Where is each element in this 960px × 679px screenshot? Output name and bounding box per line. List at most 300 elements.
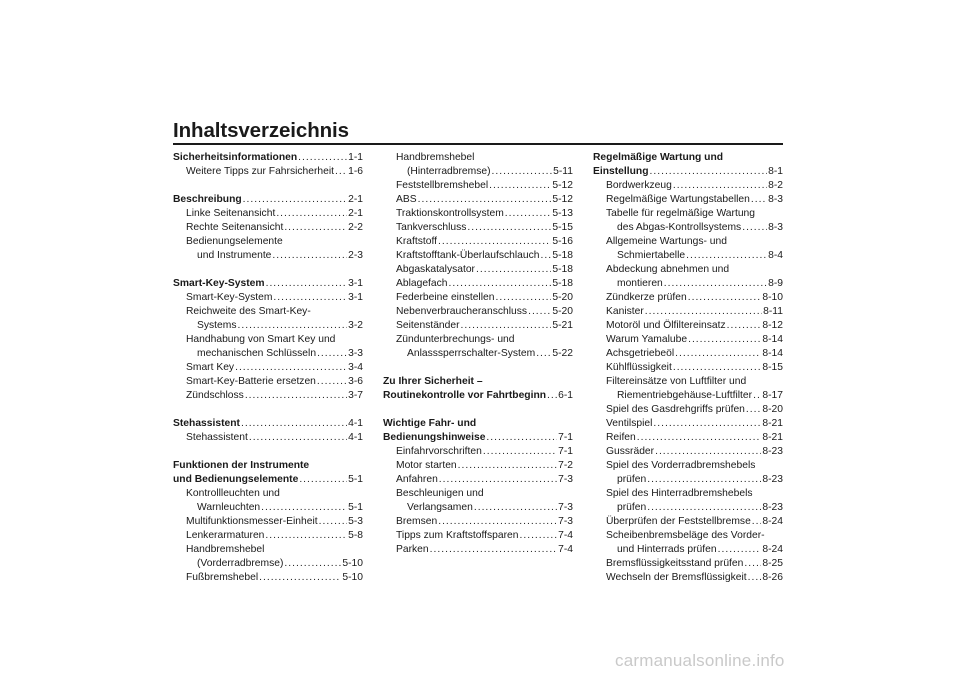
toc-page-number: 3-1 — [348, 278, 363, 289]
toc-leader-dots — [540, 249, 551, 263]
toc-chapter-entry[interactable] — [383, 389, 573, 403]
toc-leader-dots — [653, 417, 761, 431]
toc-page-number: 8-23 — [762, 446, 783, 457]
toc-entry[interactable] — [593, 347, 783, 361]
toc-entry-title: Einstellung — [593, 166, 649, 177]
toc-entry[interactable] — [593, 445, 783, 459]
toc-entry-title: Regelmäßige Wartungstabellen — [606, 194, 750, 205]
toc-entry[interactable] — [383, 235, 573, 249]
toc-page-number: 5-18 — [552, 264, 573, 275]
toc-leader-dots — [467, 221, 551, 235]
toc-entry[interactable] — [173, 375, 363, 389]
toc-entry[interactable] — [173, 529, 363, 543]
toc-leader-dots — [536, 347, 551, 361]
toc-entry-title: montieren — [617, 278, 663, 289]
toc-page-number: 5-20 — [552, 292, 573, 303]
toc-page-number: 8-12 — [762, 320, 783, 331]
toc-leader-dots — [335, 165, 347, 179]
toc-entry-title: Überprüfen der Feststellbremse — [606, 516, 751, 527]
toc-page-number: 8-4 — [768, 250, 783, 261]
toc-entry-title: (Hinterradbremse) — [407, 166, 491, 177]
toc-leader-dots — [317, 375, 347, 389]
toc-entry-title: Sicherheitsinformationen — [173, 152, 298, 163]
toc-leader-dots — [673, 361, 762, 375]
toc-leader-dots — [744, 557, 761, 571]
toc-leader-dots — [243, 193, 347, 207]
toc-page-number: 7-3 — [558, 502, 573, 513]
toc-entry-title: Feststellbremshebel — [396, 180, 489, 191]
toc-entry[interactable] — [383, 333, 573, 347]
toc-entry-title: Spiel des Gasdrehgriffs prüfen — [606, 404, 745, 415]
toc-page-number: 8-11 — [763, 306, 783, 317]
toc-entry-title: prüfen — [617, 502, 647, 513]
toc-entry-title: Kontrollleuchten und — [186, 488, 280, 499]
toc-entry[interactable] — [383, 347, 573, 361]
toc-entry[interactable] — [593, 179, 783, 193]
toc-entry[interactable] — [173, 571, 363, 585]
toc-entry-title: Kraftstoff — [396, 236, 438, 247]
toc-entry[interactable] — [593, 305, 783, 319]
toc-page-number: 8-14 — [762, 348, 783, 359]
toc-entry[interactable] — [593, 515, 783, 529]
toc-entry-title: Riementriebgehäuse-Luftfilter — [617, 390, 753, 401]
toc-entry[interactable] — [383, 319, 573, 333]
toc-entry-title: Motoröl und Ölfiltereinsatz — [606, 320, 726, 331]
toc-entry-title: Routinekontrolle vor Fahrtbeginn — [383, 390, 547, 401]
toc-entry[interactable] — [383, 529, 573, 543]
toc-entry[interactable] — [383, 151, 573, 165]
toc-entry[interactable] — [173, 431, 363, 445]
toc-leader-dots — [727, 319, 762, 333]
toc-entry-title: Rechte Seitenansicht — [186, 222, 284, 233]
toc-entry-title: Motor starten — [396, 460, 457, 471]
toc-entry-title: Bedienungshinweise — [383, 432, 486, 443]
toc-entry-title: Bordwerkzeug — [606, 180, 672, 191]
toc-entry-title: Spiel des Vorderradbremshebels — [606, 460, 756, 471]
toc-leader-dots — [449, 277, 552, 291]
toc-page-number: 5-20 — [552, 306, 573, 317]
toc-entry-title: Stehassistent — [186, 432, 248, 443]
toc-entry-title: Handhabung von Smart Key und — [186, 334, 336, 345]
toc-entry-title: (Vorderradbremse) — [197, 558, 284, 569]
toc-entry[interactable] — [383, 193, 573, 207]
toc-page-number: 8-21 — [762, 418, 783, 429]
toc-entry-title: Funktionen der Instrumente — [173, 460, 310, 471]
toc-entry-title: Stehassistent — [173, 418, 240, 429]
toc-leader-dots — [235, 361, 347, 375]
toc-entry[interactable] — [173, 319, 363, 333]
toc-column-2 — [383, 151, 573, 557]
toc-leader-dots — [319, 515, 347, 529]
toc-entry[interactable] — [593, 473, 783, 487]
toc-entry[interactable] — [593, 487, 783, 501]
toc-leader-dots — [418, 193, 552, 207]
toc-entry[interactable] — [173, 333, 363, 347]
toc-entry[interactable] — [173, 291, 363, 305]
toc-leader-dots — [249, 431, 347, 445]
toc-entry[interactable] — [383, 487, 573, 501]
toc-entry[interactable] — [383, 179, 573, 193]
toc-chapter-entry[interactable] — [173, 473, 363, 487]
toc-entry[interactable] — [593, 207, 783, 221]
toc-entry[interactable] — [593, 403, 783, 417]
toc-page-number: 1-1 — [348, 152, 363, 163]
toc-leader-dots — [265, 529, 347, 543]
toc-leader-dots — [298, 151, 347, 165]
toc-entry-title: Ablagefach — [396, 278, 448, 289]
toc-entry-title: Gussräder — [606, 446, 655, 457]
toc-entry[interactable] — [383, 305, 573, 319]
toc-entry-title: Verlangsamen — [407, 502, 473, 513]
toc-leader-dots — [272, 249, 347, 263]
toc-leader-dots — [528, 305, 551, 319]
toc-entry-title: Allgemeine Wartungs- und — [606, 236, 727, 247]
toc-leader-dots — [492, 165, 553, 179]
toc-entry-title: Wechseln der Bremsflüssigkeit — [606, 572, 747, 583]
toc-entry[interactable] — [173, 207, 363, 221]
toc-leader-dots — [439, 473, 557, 487]
toc-entry[interactable] — [173, 389, 363, 403]
toc-page-number: 5-16 — [552, 236, 573, 247]
toc-entry[interactable] — [383, 473, 573, 487]
watermark: carmanualsonline.info — [615, 651, 785, 670]
toc-page-number: 8-2 — [768, 180, 783, 191]
toc-entry[interactable] — [173, 347, 363, 361]
toc-entry-title: und Bedienungselemente — [173, 474, 299, 485]
toc-entry[interactable] — [593, 557, 783, 571]
toc-entry[interactable] — [593, 193, 783, 207]
toc-page-number: 8-1 — [768, 166, 783, 177]
toc-gap — [383, 361, 573, 375]
toc-page-number: 8-3 — [768, 194, 783, 205]
toc-chapter-entry[interactable] — [173, 193, 363, 207]
toc-entry[interactable] — [593, 249, 783, 263]
toc-column-3 — [593, 151, 783, 585]
toc-leader-dots — [505, 207, 552, 221]
toc-entry-title: Warum Yamalube — [606, 334, 688, 345]
toc-leader-dots — [261, 501, 347, 515]
toc-entry-title: Handbremshebel — [396, 152, 475, 163]
toc-leader-dots — [495, 291, 551, 305]
toc-entry-title: Handbremshebel — [186, 544, 265, 555]
toc-page-number: 5-15 — [552, 222, 573, 233]
toc-entry[interactable] — [593, 543, 783, 557]
toc-entry[interactable] — [173, 487, 363, 501]
toc-leader-dots — [645, 305, 762, 319]
toc-chapter-entry[interactable] — [593, 165, 783, 179]
toc-leader-dots — [547, 389, 557, 403]
toc-entry[interactable] — [383, 543, 573, 557]
toc-entry-title: Abdeckung abnehmen und — [606, 264, 730, 275]
toc-leader-dots — [259, 571, 341, 585]
toc-entry[interactable] — [593, 361, 783, 375]
toc-leader-dots — [273, 291, 347, 305]
toc-leader-dots — [519, 529, 557, 543]
toc-page-number: 5-13 — [552, 208, 573, 219]
toc-page-number: 1-6 — [348, 166, 363, 177]
toc-page-number: 5-1 — [348, 474, 363, 485]
toc-entry-title: prüfen — [617, 474, 647, 485]
toc-entry[interactable] — [593, 319, 783, 333]
toc-entry-title: Scheibenbremsbeläge des Vorder- — [606, 530, 765, 541]
toc-page-number: 8-9 — [768, 278, 783, 289]
toc-entry-title: Fußbremshebel — [186, 572, 259, 583]
toc-entry[interactable] — [173, 361, 363, 375]
toc-entry[interactable] — [173, 165, 363, 179]
toc-page-number: 6-1 — [558, 390, 573, 401]
toc-entry[interactable] — [173, 235, 363, 249]
toc-entry[interactable] — [383, 221, 573, 235]
toc-page-number: 7-3 — [558, 474, 573, 485]
toc-entry[interactable] — [593, 333, 783, 347]
toc-entry[interactable] — [593, 235, 783, 249]
toc-leader-dots — [438, 515, 557, 529]
toc-gap — [383, 403, 573, 417]
toc-entry-title: Tabelle für regelmäßige Wartung — [606, 208, 755, 219]
toc-page-number: 7-1 — [558, 446, 573, 457]
toc-entry-title: Lenkerarmaturen — [186, 530, 265, 541]
toc-entry[interactable] — [173, 501, 363, 515]
toc-entry[interactable] — [173, 305, 363, 319]
toc-page-number: 7-1 — [558, 432, 573, 443]
toc-entry[interactable] — [173, 221, 363, 235]
toc-entry[interactable] — [593, 375, 783, 389]
toc-entry[interactable] — [383, 165, 573, 179]
toc-entry-title: Linke Seitenansicht — [186, 208, 276, 219]
toc-entry-title: Bremsflüssigkeitsstand prüfen — [606, 558, 744, 569]
toc-page-number: 5-10 — [342, 558, 363, 569]
toc-chapter-entry[interactable] — [383, 417, 573, 431]
toc-entry[interactable] — [173, 249, 363, 263]
toc-entry-title: Zündunterbrechungs- und — [396, 334, 515, 345]
toc-entry[interactable] — [593, 277, 783, 291]
toc-page-number: 8-3 — [768, 222, 783, 233]
toc-leader-dots — [664, 277, 767, 291]
toc-leader-dots — [241, 417, 347, 431]
toc-entry[interactable] — [593, 459, 783, 473]
toc-page-number: 2-1 — [348, 208, 363, 219]
toc-entry[interactable] — [383, 263, 573, 277]
toc-entry-title: Schmiertabelle — [617, 250, 686, 261]
toc-chapter-entry[interactable] — [173, 151, 363, 165]
toc-page-number: 7-4 — [558, 544, 573, 555]
toc-leader-dots — [752, 515, 762, 529]
toc-leader-dots — [647, 473, 761, 487]
toc-page-number: 3-7 — [348, 390, 363, 401]
toc-entry-title: Regelmäßige Wartung und — [593, 152, 724, 163]
toc-chapter-entry[interactable] — [593, 151, 783, 165]
toc-entry[interactable] — [383, 291, 573, 305]
toc-entry[interactable] — [593, 501, 783, 515]
toc-gap — [173, 179, 363, 193]
toc-entry-title: Ventilspiel — [606, 418, 653, 429]
toc-entry[interactable] — [383, 445, 573, 459]
toc-leader-dots — [476, 263, 551, 277]
toc-leader-dots — [266, 277, 348, 291]
toc-entry[interactable] — [383, 277, 573, 291]
toc-leader-dots — [647, 501, 761, 515]
toc-entry-title: ABS — [396, 194, 417, 205]
toc-entry-title: Beschleunigen und — [396, 488, 484, 499]
toc-entry-title: Seitenständer — [396, 320, 460, 331]
toc-page-number: 3-3 — [348, 348, 363, 359]
toc-page-number: 2-2 — [348, 222, 363, 233]
toc-entry[interactable] — [593, 431, 783, 445]
toc-leader-dots — [483, 445, 557, 459]
toc-page-number: 8-26 — [762, 572, 783, 583]
toc-entry[interactable] — [383, 459, 573, 473]
toc-page-number: 7-3 — [558, 516, 573, 527]
toc-entry-title: Kanister — [606, 306, 644, 317]
toc-entry-title: Reifen — [606, 432, 636, 443]
toc-page-number: 5-11 — [553, 166, 573, 177]
toc-entry-title: Smart-Key-Batterie ersetzen — [186, 376, 316, 387]
toc-page-number: 5-8 — [348, 530, 363, 541]
toc-leader-dots — [284, 221, 347, 235]
toc-entry-title: und Instrumente — [197, 250, 272, 261]
toc-page-number: 5-12 — [552, 180, 573, 191]
toc-page-number: 5-12 — [552, 194, 573, 205]
toc-page-number: 7-2 — [558, 460, 573, 471]
toc-entry-title: Warnleuchten — [197, 502, 261, 513]
toc-page-number: 8-21 — [762, 432, 783, 443]
toc-leader-dots — [486, 431, 557, 445]
toc-leader-dots — [718, 543, 762, 557]
toc-page-number: 8-15 — [762, 362, 783, 373]
toc-chapter-entry[interactable] — [173, 459, 363, 473]
toc-chapter-entry[interactable] — [173, 417, 363, 431]
toc-gap — [173, 263, 363, 277]
toc-entry-title: Zündkerze prüfen — [606, 292, 687, 303]
toc-page-number: 4-1 — [348, 432, 363, 443]
toc-entry-title: mechanischen Schlüsseln — [197, 348, 317, 359]
title-rule — [173, 143, 783, 145]
toc-leader-dots — [655, 445, 761, 459]
toc-entry[interactable] — [593, 389, 783, 403]
toc-entry-title: Tankverschluss — [396, 222, 467, 233]
toc-leader-dots — [276, 207, 347, 221]
toc-entry-title: Tipps zum Kraftstoffsparen — [396, 530, 519, 541]
toc-leader-dots — [688, 333, 761, 347]
toc-page-number: 2-1 — [348, 194, 363, 205]
toc-leader-dots — [237, 319, 347, 333]
toc-page-number: 3-6 — [348, 376, 363, 387]
toc-entry-title: Anlasssperrschalter-System — [407, 348, 536, 359]
toc-page-number: 8-17 — [762, 390, 783, 401]
toc-entry-title: Wichtige Fahr- und — [383, 418, 477, 429]
toc-leader-dots — [245, 389, 347, 403]
toc-entry[interactable] — [383, 207, 573, 221]
toc-page-number: 8-24 — [762, 544, 783, 555]
toc-leader-dots — [461, 319, 552, 333]
toc-leader-dots — [748, 571, 762, 585]
toc-entry[interactable] — [173, 557, 363, 571]
toc-entry-title: Zu Ihrer Sicherheit – — [383, 376, 483, 387]
toc-entry-title: Multifunktionsmesser-Einheit — [186, 516, 318, 527]
toc-entry[interactable] — [383, 515, 573, 529]
toc-entry-title: Smart-Key-System — [186, 292, 273, 303]
toc-page-number: 5-18 — [552, 250, 573, 261]
toc-entry-title: Kraftstofftank-Überlaufschlauch — [396, 250, 540, 261]
toc-page-number: 3-2 — [348, 320, 363, 331]
toc-leader-dots — [673, 179, 767, 193]
toc-chapter-entry[interactable] — [383, 431, 573, 445]
toc-leader-dots — [474, 501, 557, 515]
toc-leader-dots — [458, 459, 557, 473]
toc-entry-title: Weitere Tipps zur Fahrsicherheit — [186, 166, 335, 177]
toc-entry-title: Bremsen — [396, 516, 438, 527]
toc-column-1 — [173, 151, 363, 585]
toc-gap — [173, 403, 363, 417]
toc-entry[interactable] — [173, 515, 363, 529]
toc-leader-dots — [489, 179, 551, 193]
toc-entry[interactable] — [593, 263, 783, 277]
toc-entry-title: Smart-Key-System — [173, 278, 265, 289]
toc-leader-dots — [686, 249, 767, 263]
toc-leader-dots — [688, 291, 762, 305]
toc-entry[interactable] — [593, 417, 783, 431]
toc-entry[interactable] — [593, 221, 783, 235]
toc-entry-title: Abgaskatalysator — [396, 264, 475, 275]
toc-entry-title: Smart Key — [186, 362, 235, 373]
toc-entry-title: Filtereinsätze von Luftfilter und — [606, 376, 747, 387]
toc-page-number: 5-1 — [348, 502, 363, 513]
toc-entry[interactable] — [383, 501, 573, 515]
toc-leader-dots — [742, 221, 767, 235]
toc-gap — [173, 445, 363, 459]
toc-entry-title: Federbeine einstellen — [396, 292, 495, 303]
toc-leader-dots — [746, 403, 761, 417]
toc-page-number: 5-10 — [342, 572, 363, 583]
toc-page-number: 8-20 — [762, 404, 783, 415]
toc-page-number: 5-22 — [552, 348, 573, 359]
toc-page-number: 8-24 — [762, 516, 783, 527]
toc-entry-title: Zündschloss — [186, 390, 244, 401]
toc-entry-title: Reichweite des Smart-Key- — [186, 306, 311, 317]
toc-leader-dots — [753, 389, 761, 403]
toc-entry-title: Kühlflüssigkeit — [606, 362, 672, 373]
toc-leader-dots — [430, 543, 557, 557]
toc-entry-title: Nebenverbraucheranschluss — [396, 306, 528, 317]
toc-entry-title: Einfahrvorschriften — [396, 446, 482, 457]
toc-page-number: 3-1 — [348, 292, 363, 303]
toc-leader-dots — [284, 557, 341, 571]
toc-entry-title: Spiel des Hinterradbremshebels — [606, 488, 753, 499]
toc-entry[interactable] — [593, 291, 783, 305]
toc-entry-title: Systems — [197, 320, 237, 331]
toc-chapter-entry[interactable] — [383, 375, 573, 389]
toc-entry-title: Beschreibung — [173, 194, 242, 205]
toc-entry[interactable] — [593, 571, 783, 585]
toc-page-number: 7-4 — [558, 530, 573, 541]
toc-entry-title: Achsgetriebeöl — [606, 348, 675, 359]
toc-chapter-entry[interactable] — [173, 277, 363, 291]
toc-entry-title: und Hinterrads prüfen — [617, 544, 717, 555]
toc-entry-title: Parken — [396, 544, 429, 555]
toc-entry[interactable] — [173, 543, 363, 557]
toc-leader-dots — [751, 193, 767, 207]
toc-page-number: 8-10 — [762, 292, 783, 303]
toc-entry[interactable] — [383, 249, 573, 263]
toc-entry[interactable] — [593, 529, 783, 543]
toc-entry-title: Traktionskontrollsystem — [396, 208, 504, 219]
toc-page-number: 4-1 — [348, 418, 363, 429]
toc-leader-dots — [299, 473, 347, 487]
toc-page-number: 5-21 — [552, 320, 573, 331]
toc-entry-title: des Abgas-Kontrollsystems — [617, 222, 742, 233]
toc-leader-dots — [317, 347, 347, 361]
toc-leader-dots — [438, 235, 551, 249]
